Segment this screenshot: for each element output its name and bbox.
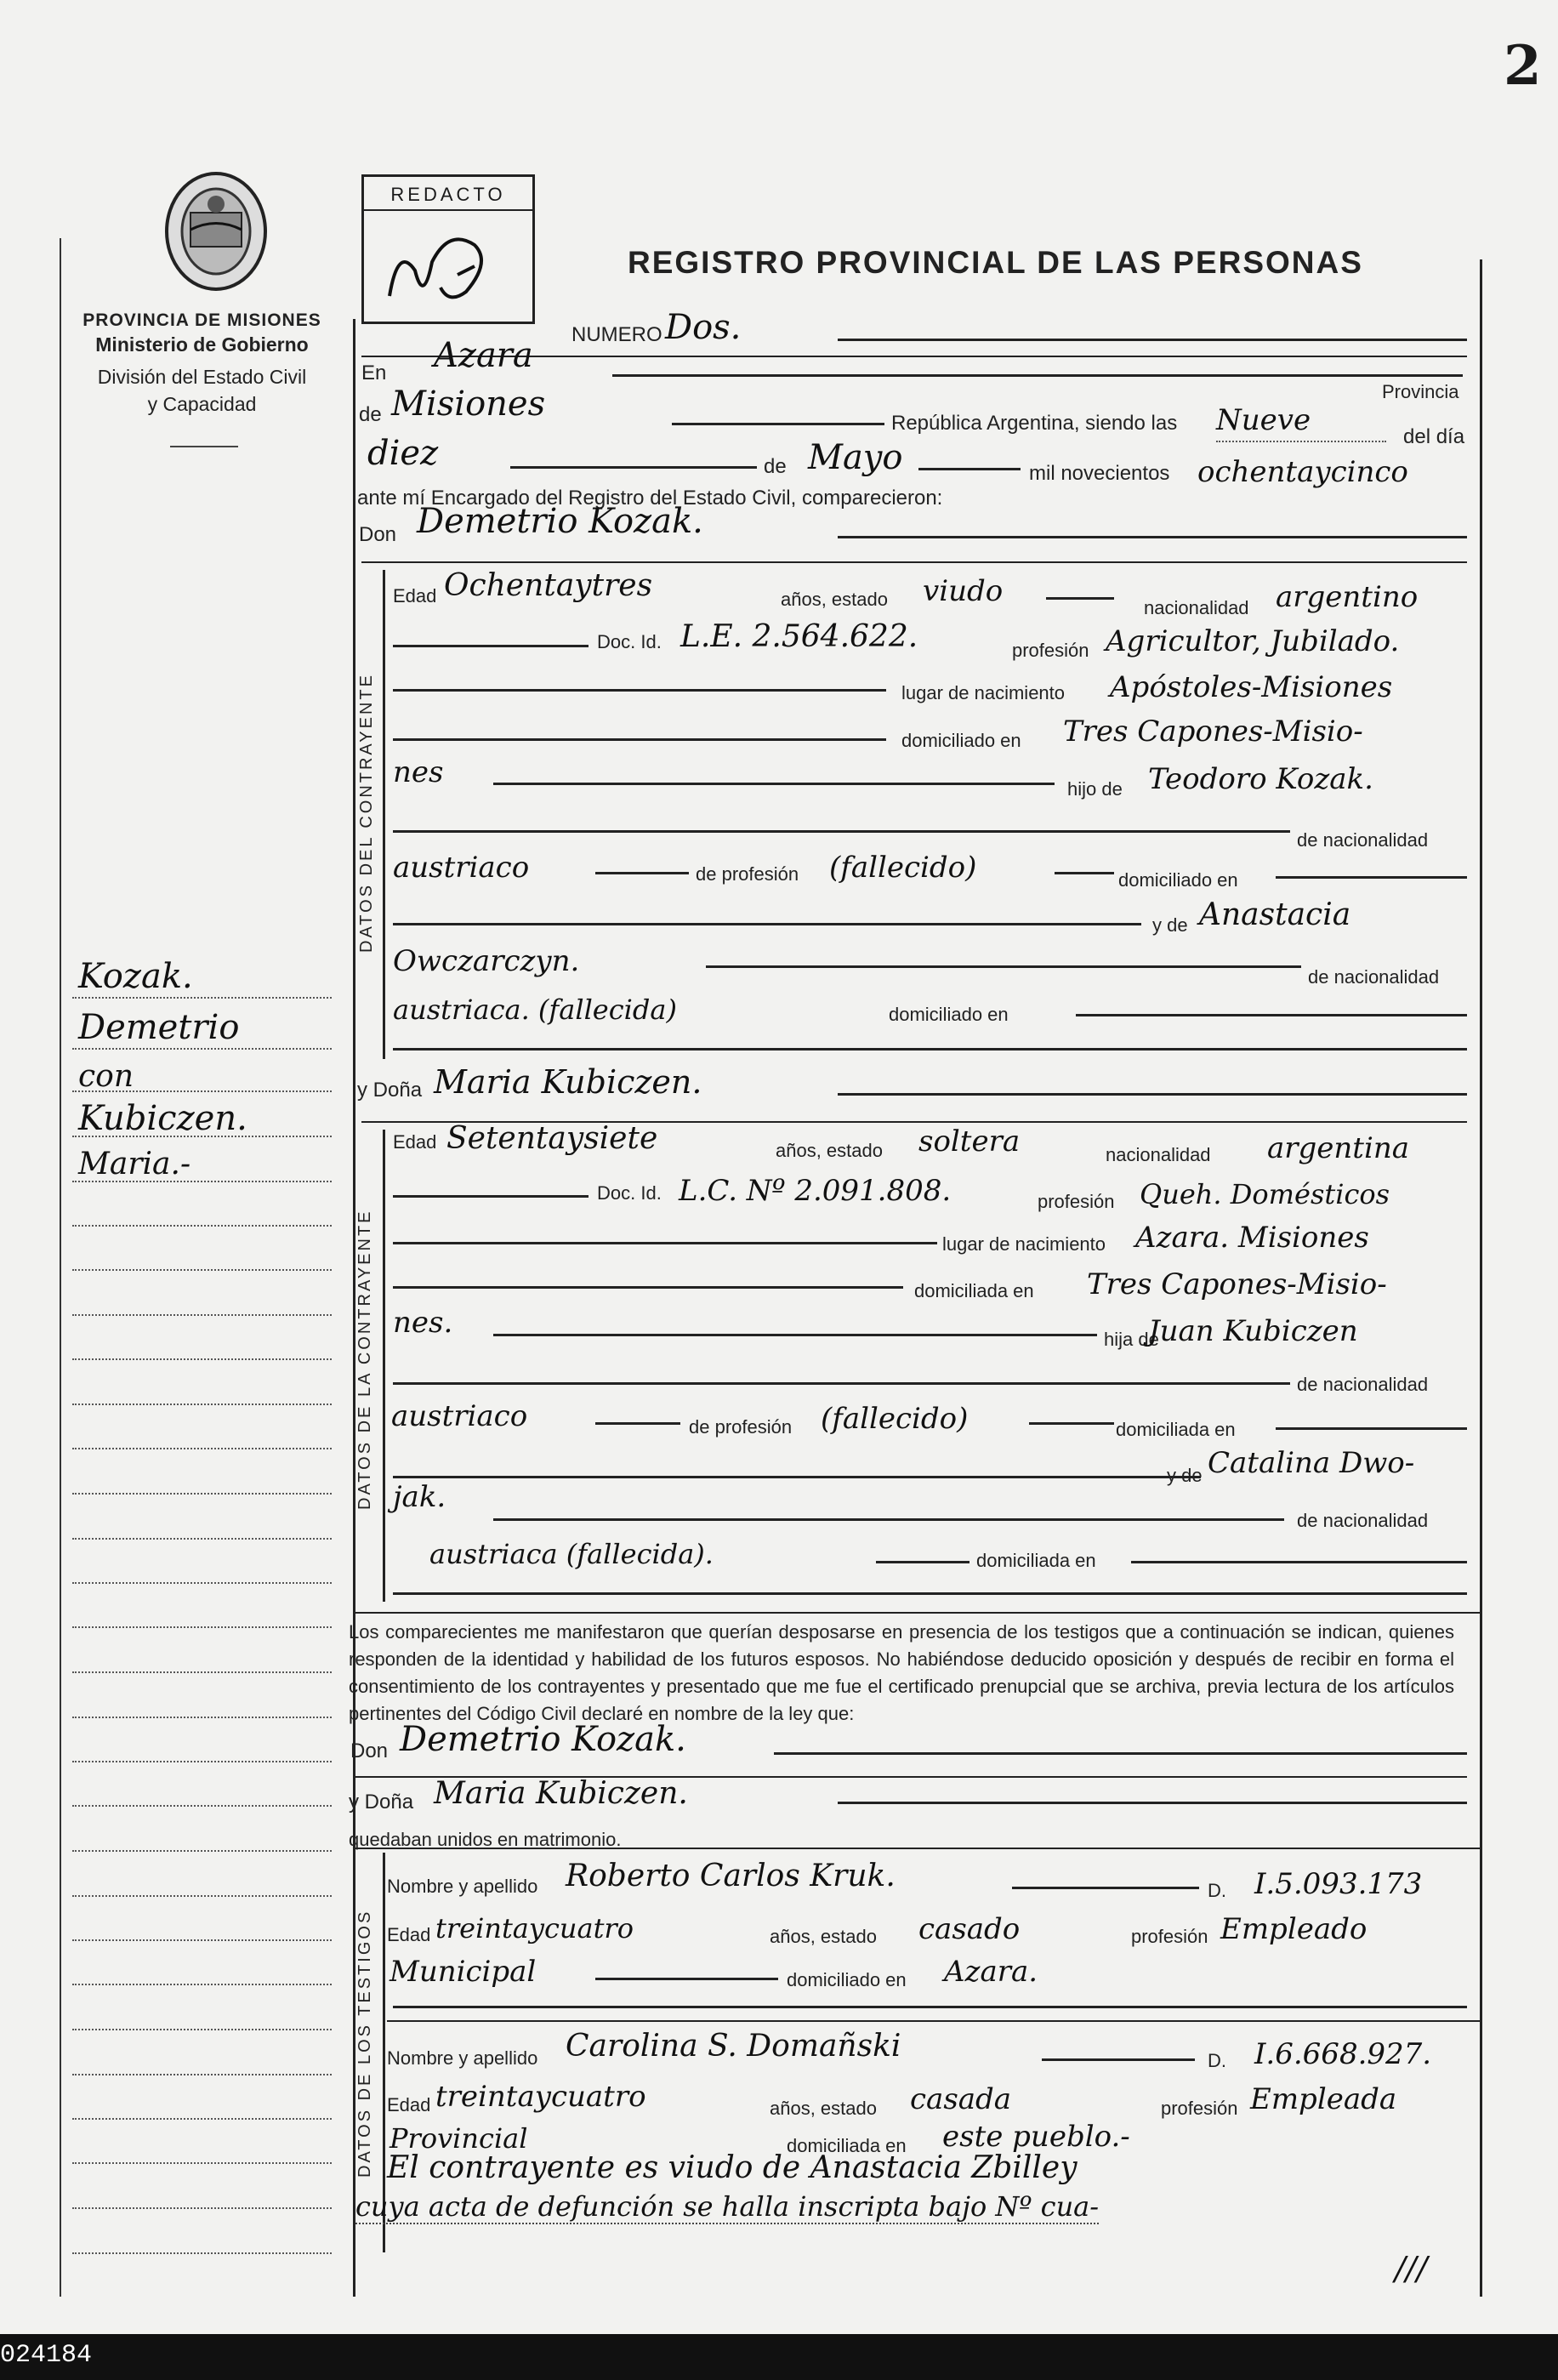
fill-line xyxy=(393,1242,937,1244)
w2-profesion: Empleada xyxy=(1250,2082,1397,2116)
anos-label: años, estado xyxy=(770,2098,877,2119)
margin-line xyxy=(72,1761,332,1762)
margin-line xyxy=(72,2029,332,2030)
bride-lugar: Azara. Misiones xyxy=(1135,1221,1369,1255)
fill-line xyxy=(493,1334,1097,1336)
unidos-text: quedaban unidos en matrimonio. xyxy=(349,1829,622,1850)
y-de-label: y de xyxy=(1152,914,1188,936)
don-label: Don xyxy=(359,523,397,546)
w1-name: Roberto Carlos Kruk. xyxy=(566,1859,896,1893)
y-dona-label: y Doña xyxy=(357,1079,423,1102)
bride-edad: Setentaysiete xyxy=(446,1121,658,1156)
header-divider xyxy=(170,446,238,447)
margin-note-line-3: con xyxy=(78,1059,134,1094)
month-value: Mayo xyxy=(808,438,903,477)
margin-rule xyxy=(60,238,61,2297)
edad-label: Edad xyxy=(393,1131,437,1153)
fill-line xyxy=(387,2020,1480,2022)
bride-section-rule xyxy=(383,1130,385,1602)
decl-bride: Maria Kubiczen. xyxy=(434,1776,688,1811)
de-label-2: de xyxy=(764,455,787,478)
hour-value: Nueve xyxy=(1216,403,1311,437)
domiciliado-label: domiciliado en xyxy=(787,1969,907,1990)
groom-mother-cont: Owczarczyn. xyxy=(393,944,580,978)
hijo-label: hijo de xyxy=(1067,778,1123,800)
margin-line xyxy=(72,1538,332,1540)
fill-line xyxy=(393,830,1290,833)
domiciliado-label-2: domiciliado en xyxy=(1118,869,1238,891)
w2-doc: I.6.668.927. xyxy=(1254,2037,1432,2071)
margin-line xyxy=(72,1358,332,1360)
fill-line xyxy=(595,1978,778,1980)
groom-estado: viudo xyxy=(923,574,1004,608)
nacionalidad-label: nacionalidad xyxy=(1106,1144,1211,1165)
profesion-label: profesión xyxy=(1038,1191,1115,1212)
fill-line xyxy=(393,2006,1467,2008)
archive-id: 024184 xyxy=(0,2341,93,2370)
lugar-label: lugar de nacimiento xyxy=(901,682,1066,703)
fill-line xyxy=(838,536,1467,538)
fill-line xyxy=(393,1592,1467,1595)
fill-line xyxy=(510,466,757,469)
fill-line xyxy=(493,1518,1284,1521)
groom-profesion: Agricultor, Jubilado. xyxy=(1106,624,1400,658)
fill-line xyxy=(353,1848,1480,1849)
province-seal-icon xyxy=(160,170,272,298)
y-de-label: y de xyxy=(1167,1465,1203,1486)
margin-line xyxy=(72,1314,332,1316)
lugar-label: lugar de nacimiento xyxy=(942,1233,1106,1255)
bride-nacionalidad: argentina xyxy=(1267,1131,1410,1165)
fill-line xyxy=(393,738,886,741)
fill-line xyxy=(393,1048,1467,1051)
fill-line xyxy=(918,468,1021,470)
margin-line xyxy=(72,2118,332,2120)
margin-line xyxy=(72,1136,332,1137)
margin-line xyxy=(72,1717,332,1718)
domiciliada-label-3: domiciliada en xyxy=(976,1550,1096,1571)
fill-line xyxy=(493,783,1055,785)
w2-edad: treintaycuatro xyxy=(435,2080,646,2114)
margin-note-line-1: Kozak. xyxy=(78,957,193,996)
fill-line xyxy=(1131,1561,1467,1563)
fill-line xyxy=(838,1802,1467,1804)
groom-section-rule xyxy=(383,570,385,1059)
hija-label: hija de xyxy=(1104,1329,1159,1350)
de-nacionalidad-label-2: de nacionalidad xyxy=(1308,966,1440,988)
edad-label: Edad xyxy=(387,2094,431,2115)
bride-estado: soltera xyxy=(918,1125,1021,1159)
de-profesion-label: de profesión xyxy=(696,863,799,885)
profesion-label: profesión xyxy=(1131,1926,1208,1947)
bride-doc: L.C. Nº 2.091.808. xyxy=(679,1174,952,1208)
margin-line xyxy=(72,2252,332,2254)
don-label-2: Don xyxy=(350,1739,389,1762)
domiciliada-label: domiciliada en xyxy=(914,1280,1034,1301)
groom-doc: L.E. 2.564.622. xyxy=(680,619,918,654)
margin-line xyxy=(72,1850,332,1852)
fill-line xyxy=(353,1612,1480,1614)
bride-domicilio: Tres Capones-Misio- xyxy=(1087,1267,1387,1301)
fill-line xyxy=(706,965,1301,968)
witness-section-label: DATOS DE LOS TESTIGOS xyxy=(355,1909,374,2178)
numero-value: Dos. xyxy=(665,308,742,347)
margin-line xyxy=(72,1048,332,1050)
division-label: División del Estado Civil xyxy=(97,366,307,388)
fill-line xyxy=(1276,1427,1467,1430)
w1-profesion-cont: Municipal xyxy=(390,1955,537,1989)
margin-note-line-4: Kubiczen. xyxy=(78,1099,247,1138)
margin-line xyxy=(72,1090,332,1092)
redacto-label: REDACTO xyxy=(364,184,532,211)
province-value: Misiones xyxy=(391,384,546,424)
margin-line xyxy=(72,997,332,999)
bride-mother-nac: austriaca (fallecida). xyxy=(429,1538,714,1570)
edad-label: Edad xyxy=(387,1924,431,1945)
note-line-1: El contrayente es viudo de Anastacia Zbilley xyxy=(387,2150,1078,2185)
mil-label: mil novecientos xyxy=(1029,462,1170,485)
w2-domicilio: este pueblo.- xyxy=(942,2120,1130,2154)
margin-line xyxy=(72,1493,332,1495)
groom-domicilio: Tres Capones-Misio- xyxy=(1063,715,1363,749)
fill-line xyxy=(393,1195,589,1198)
de-nacionalidad-label-2: de nacionalidad xyxy=(1297,1510,1429,1531)
bride-section-label: DATOS DE LA CONTRAYENTE xyxy=(355,1209,374,1510)
fill-line xyxy=(672,423,884,425)
corner-mark: /// xyxy=(1395,2250,1428,2287)
nombre-label: Nombre y apellido xyxy=(387,1876,538,1897)
de-nacionalidad-label: de nacionalidad xyxy=(1297,1374,1429,1395)
fill-line xyxy=(612,374,1463,377)
w2-profesion-cont: Provincial xyxy=(390,2122,528,2155)
d-label: D. xyxy=(1208,1880,1226,1901)
groom-mother-nac: austriaca. (fallecida) xyxy=(393,994,677,1026)
fill-line xyxy=(1276,876,1467,879)
w1-domicilio: Azara. xyxy=(944,1955,1038,1989)
groom-mother: Anastacia xyxy=(1199,897,1351,932)
groom-father-nac: austriaco xyxy=(393,851,530,885)
d-label: D. xyxy=(1208,2050,1226,2071)
doc-label: Doc. Id. xyxy=(597,1182,662,1204)
division-label-2: y Capacidad xyxy=(147,393,257,415)
bride-father: Juan Kubiczen xyxy=(1148,1314,1358,1348)
domiciliado-label-3: domiciliado en xyxy=(889,1004,1009,1025)
profesion-label: profesión xyxy=(1161,2098,1238,2119)
ante-text: ante mí Encargado del Registro del Estado Civil, comparecieron: xyxy=(357,487,943,510)
del-dia-label: del día xyxy=(1403,425,1465,448)
dot-line xyxy=(1216,441,1386,442)
margin-line xyxy=(72,1225,332,1227)
fill-line xyxy=(876,1561,969,1563)
edad-label: Edad xyxy=(393,585,437,606)
w1-profesion: Empleado xyxy=(1220,1912,1368,1946)
groom-father-prof: (fallecido) xyxy=(829,851,977,885)
fill-line xyxy=(1076,1014,1467,1016)
fill-line xyxy=(1055,872,1114,874)
republica-label: República Argentina, siendo las xyxy=(891,412,1178,435)
anos-label: años, estado xyxy=(776,1140,883,1161)
fill-line xyxy=(595,872,689,874)
right-border xyxy=(1480,259,1482,2297)
anos-label: años, estado xyxy=(781,589,888,610)
w1-edad: treintaycuatro xyxy=(435,1912,634,1944)
margin-line xyxy=(72,1582,332,1584)
bride-profesion: Queh. Domésticos xyxy=(1140,1178,1390,1210)
fill-line xyxy=(1029,1422,1114,1425)
signature-icon xyxy=(364,211,532,313)
margin-line xyxy=(72,2074,332,2075)
fill-line xyxy=(1042,2058,1195,2061)
registry-title: REGISTRO PROVINCIAL DE LAS PERSONAS xyxy=(628,245,1363,280)
margin-line xyxy=(72,1448,332,1449)
note-line-2: cuya acta de defunción se halla inscripta bajo Nº cua- xyxy=(355,2190,1100,2223)
w2-estado: casada xyxy=(910,2082,1012,2116)
doc-label: Doc. Id. xyxy=(597,631,662,652)
bride-mother: Catalina Dwo- xyxy=(1208,1446,1415,1480)
margin-line xyxy=(72,1671,332,1673)
bride-mother-cont: jak. xyxy=(393,1480,446,1514)
redacto-box xyxy=(361,174,535,324)
groom-nacionalidad: argentino xyxy=(1276,580,1419,614)
w1-estado: casado xyxy=(918,1912,1021,1946)
margin-line xyxy=(72,1939,332,1941)
fill-line xyxy=(838,1093,1467,1096)
fill-line xyxy=(595,1422,680,1425)
w2-name: Carolina S. Domañski xyxy=(566,2029,901,2064)
page-number: 2 xyxy=(1504,34,1542,98)
groom-father: Teodoro Kozak. xyxy=(1148,762,1373,796)
margin-line xyxy=(72,1626,332,1628)
groom-name: Demetrio Kozak. xyxy=(417,502,703,541)
margin-line xyxy=(72,1404,332,1405)
fill-line xyxy=(1012,1887,1199,1889)
de-profesion-label: de profesión xyxy=(689,1416,793,1438)
fill-line xyxy=(838,339,1467,341)
ministry-label: Ministerio de Gobierno xyxy=(95,333,309,356)
fill-line xyxy=(393,1286,903,1289)
margin-note-line-5: Maria.- xyxy=(78,1147,191,1181)
groom-lugar: Apóstoles-Misiones xyxy=(1110,670,1393,704)
en-label: En xyxy=(361,362,387,384)
domiciliado-label: domiciliado en xyxy=(901,730,1021,751)
margin-line xyxy=(72,1984,332,1985)
domiciliada-label: domiciliada en xyxy=(787,2135,907,2156)
w1-doc: I.5.093.173 xyxy=(1254,1867,1423,1901)
margin-line xyxy=(72,1269,332,1271)
bottom-strip xyxy=(0,2334,1558,2380)
fill-line xyxy=(1046,597,1114,600)
fill-line xyxy=(393,689,886,692)
domiciliada-label-2: domiciliada en xyxy=(1116,1419,1236,1440)
declaration-paragraph: Los comparecientes me manifestaron que querían desposarse en presencia de los testigos que a continuación se indican, quienes responden de la identidad y habilidad de los futuros esposos. No habiéndose deducido oposición y después de recibir en forma el consentimiento de los contrayentes y presentado que me fue el certificado prenupcial que se archiva, previa lectura de los artículos pertinentes del Código Civil declaré en nombre de la ley que: xyxy=(349,1621,1454,1724)
profesion-label: profesión xyxy=(1012,640,1089,661)
day-value: diez xyxy=(367,434,439,473)
de-nacionalidad-label: de nacionalidad xyxy=(1297,829,1429,851)
nacionalidad-label: nacionalidad xyxy=(1144,597,1249,618)
groom-domicilio-cont: nes xyxy=(393,755,444,789)
numero-label: NUMERO xyxy=(571,323,662,346)
decl-groom: Demetrio Kozak. xyxy=(400,1720,686,1759)
year-value: ochentaycinco xyxy=(1197,455,1408,489)
fill-line xyxy=(393,923,1141,925)
bride-name: Maria Kubiczen. xyxy=(434,1063,702,1101)
bride-domicilio-cont: nes. xyxy=(393,1306,453,1340)
bride-father-nac: austriaco xyxy=(391,1399,528,1433)
fill-line xyxy=(361,561,1467,563)
margin-line xyxy=(72,2207,332,2209)
nombre-label: Nombre y apellido xyxy=(387,2047,538,2069)
bride-father-prof: (fallecido) xyxy=(821,1402,969,1436)
place-value: Azara xyxy=(434,336,533,375)
province-label: PROVINCIA DE MISIONES xyxy=(82,310,321,330)
margin-line xyxy=(72,2162,332,2164)
fill-line xyxy=(393,1382,1290,1385)
provincia-label: Provincia xyxy=(1382,381,1459,402)
margin-line xyxy=(72,1181,332,1182)
y-dona-label-2: y Doña xyxy=(349,1791,414,1813)
margin-note-line-2: Demetrio xyxy=(78,1008,240,1047)
margin-line xyxy=(72,1895,332,1897)
fill-line xyxy=(774,1752,1467,1755)
de-label: de xyxy=(359,403,382,426)
fill-line xyxy=(393,645,589,647)
margin-line xyxy=(72,1805,332,1807)
groom-edad: Ochentaytres xyxy=(444,568,653,603)
groom-section-label: DATOS DEL CONTRAYENTE xyxy=(357,673,376,953)
anos-label: años, estado xyxy=(770,1926,877,1947)
fill-line xyxy=(393,1476,1201,1478)
